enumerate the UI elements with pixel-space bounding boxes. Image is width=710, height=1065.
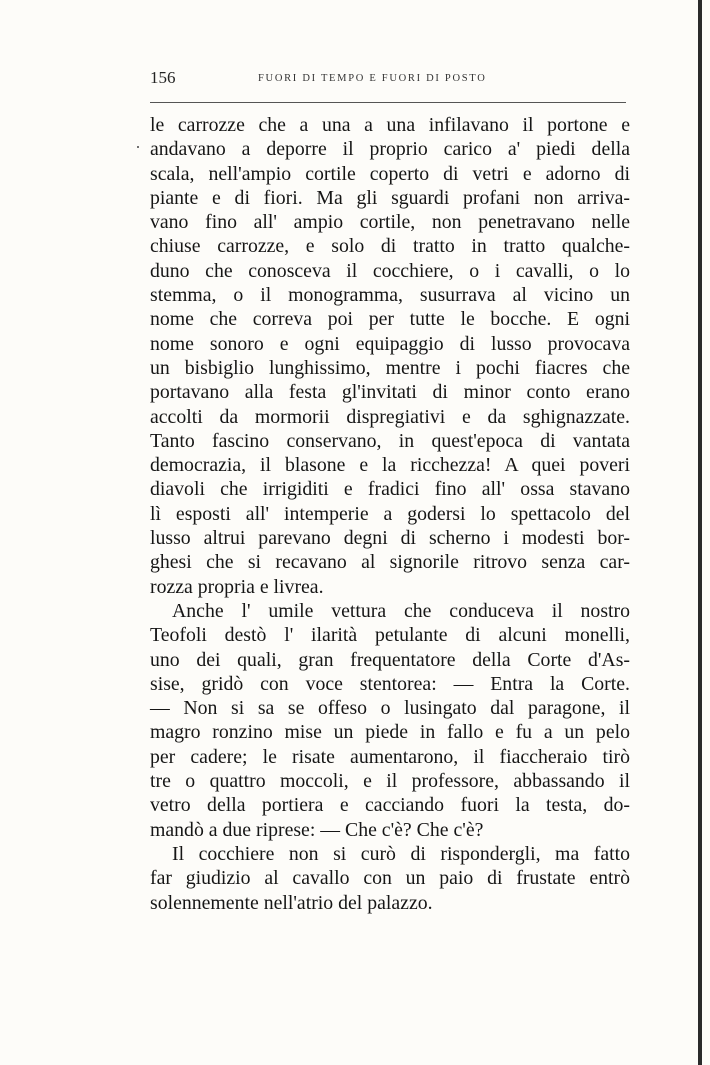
text-line: magro ronzino mise un piede in fallo e fu a un pelo bbox=[150, 721, 630, 744]
text-line: un bisbiglio lunghissimo, mentre i pochi fiacres che bbox=[150, 356, 630, 379]
body-text bbox=[150, 113, 630, 915]
text-line: tre o quattro moccoli, e il professore, abbassando il bbox=[150, 770, 630, 793]
text-line: — Non si sa se offeso o lusingato dal paragone, il bbox=[150, 697, 630, 720]
text-line: andavano a deporre il proprio carico a' piedi della bbox=[150, 138, 630, 161]
text-line: Teofoli destò l' ilarità petulante di alcuni monelli, bbox=[150, 624, 630, 647]
page-edge-shadow bbox=[698, 0, 702, 1065]
text-line: accolti da mormorii dispregiativi e da sghignazzate. bbox=[150, 405, 630, 428]
paragraph bbox=[150, 599, 630, 842]
text-line: sise, gridò con voce stentorea: — Entra la Corte. bbox=[150, 672, 630, 695]
running-header bbox=[150, 68, 626, 100]
text-line: vetro della portiera e cacciando fuori la testa, do- bbox=[150, 794, 630, 817]
text-line: lì esposti all' intemperie a godersi lo spettacolo del bbox=[150, 502, 630, 525]
text-line: democrazia, il blasone e la ricchezza! A quei poveri bbox=[150, 454, 630, 477]
text-line: Tanto fascino conservano, in quest'epoca di vantata bbox=[150, 429, 630, 452]
text-line: Il cocchiere non si curò di rispondergli, ma fatto bbox=[172, 842, 630, 865]
text-line: nome sonoro e ogni equipaggio di lusso provocava bbox=[150, 332, 630, 355]
text-line: ghesi che si recavano al signorile ritrovo senza car- bbox=[150, 551, 630, 574]
text-line: duno che conosceva il cocchiere, o i cavalli, o lo bbox=[150, 259, 630, 282]
paragraph bbox=[150, 113, 630, 599]
text-line: per cadere; le risate aumentarono, il fiaccheraio tirò bbox=[150, 745, 630, 768]
text-line: uno dei quali, gran frequentatore della Corte d'As- bbox=[150, 648, 630, 671]
text-line: rozza propria e livrea. bbox=[150, 575, 324, 598]
text-line: scala, nell'ampio cortile coperto di vetri e adorno di bbox=[150, 162, 630, 185]
text-line: lusso altrui parevano degni di scherno i modesti bor- bbox=[150, 527, 630, 550]
text-line: solennemente nell'atrio del palazzo. bbox=[150, 891, 433, 914]
text-line: mandò a due riprese: — Che c'è? Che c'è? bbox=[150, 818, 484, 841]
text-line: stemma, o il monogramma, susurrava al vicino un bbox=[150, 284, 630, 307]
text-line: chiuse carrozze, e solo di tratto in tratto qualche- bbox=[150, 235, 630, 258]
margin-speck bbox=[137, 146, 139, 148]
text-line: vano fino all' ampio cortile, non penetravano nelle bbox=[150, 211, 630, 234]
text-line: nome che correva poi per tutte le bocche. E ogni bbox=[150, 308, 630, 331]
header-rule bbox=[150, 102, 626, 103]
text-line: diavoli che irrigiditi e fradici fino all' ossa stavano bbox=[150, 478, 630, 501]
text-line: le carrozze che a una a una infilavano il portone e bbox=[150, 114, 630, 136]
page-number: 156 bbox=[150, 68, 176, 87]
running-title: FUORI DI TEMPO E FUORI DI POSTO bbox=[258, 73, 487, 84]
text-line: portavano alla festa gl'invitati di minor conto erano bbox=[150, 381, 630, 404]
text-line: Anche l' umile vettura che conduceva il nostro bbox=[172, 599, 630, 622]
text-line: piante e di fiori. Ma gli sguardi profani non arriva- bbox=[150, 186, 630, 209]
paragraph bbox=[150, 842, 630, 915]
text-line: far giudizio al cavallo con un paio di frustate entrò bbox=[150, 867, 630, 890]
